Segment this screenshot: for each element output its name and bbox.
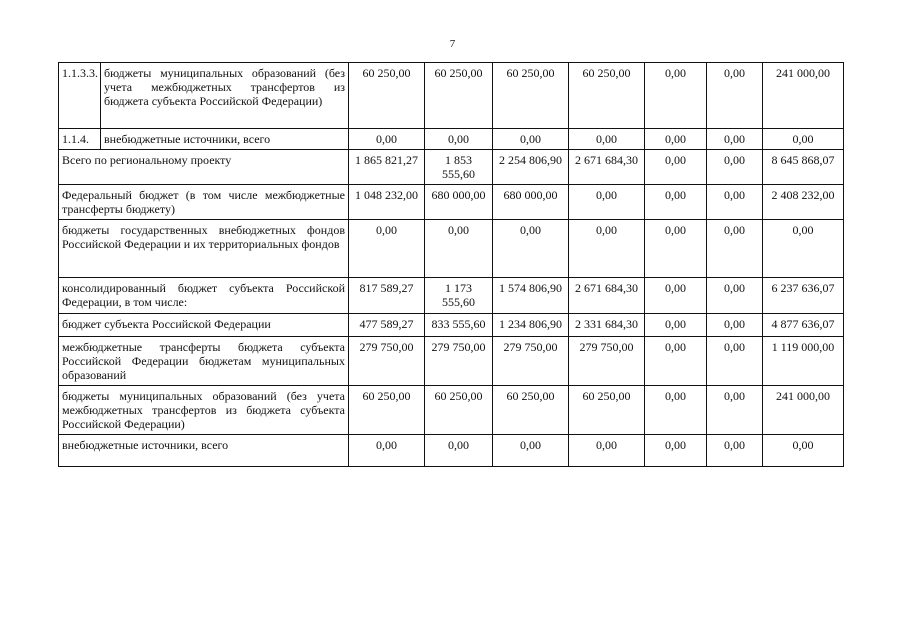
value-cell: 1 234 806,90 bbox=[493, 314, 569, 337]
value-cell: 2 331 684,30 bbox=[569, 314, 645, 337]
total-cell: 241 000,00 bbox=[763, 386, 844, 435]
value-cell: 0,00 bbox=[645, 129, 707, 150]
value-cell: 279 750,00 bbox=[425, 337, 493, 386]
value-cell: 1 048 232,00 bbox=[349, 185, 425, 220]
value-cell: 60 250,00 bbox=[493, 63, 569, 129]
value-cell: 0,00 bbox=[493, 129, 569, 150]
value-cell: 60 250,00 bbox=[425, 63, 493, 129]
value-cell: 0,00 bbox=[493, 435, 569, 467]
value-cell: 0,00 bbox=[569, 435, 645, 467]
value-cell: 0,00 bbox=[349, 220, 425, 278]
value-cell: 0,00 bbox=[707, 63, 763, 129]
value-cell: 0,00 bbox=[707, 386, 763, 435]
table-row bbox=[59, 386, 844, 435]
value-cell: 0,00 bbox=[707, 337, 763, 386]
row-name: консолидированный бюджет субъекта Российской Федерации, в том числе: bbox=[59, 278, 349, 314]
value-cell: 0,00 bbox=[645, 386, 707, 435]
value-cell: 0,00 bbox=[707, 129, 763, 150]
value-cell: 60 250,00 bbox=[349, 386, 425, 435]
value-cell: 477 589,27 bbox=[349, 314, 425, 337]
value-cell: 2 671 684,30 bbox=[569, 150, 645, 185]
value-cell: 680 000,00 bbox=[493, 185, 569, 220]
value-cell: 1 865 821,27 bbox=[349, 150, 425, 185]
value-cell: 0,00 bbox=[707, 150, 763, 185]
value-cell: 0,00 bbox=[493, 220, 569, 278]
row-name: бюджеты муниципальных образований (без учета межбюджетных трансфертов из бюджета субъекта Российской Федерации) bbox=[101, 63, 349, 129]
value-cell: 0,00 bbox=[645, 337, 707, 386]
row-name: внебюджетные источники, всего bbox=[101, 129, 349, 150]
total-cell: 0,00 bbox=[763, 129, 844, 150]
total-cell: 0,00 bbox=[763, 220, 844, 278]
value-cell: 0,00 bbox=[707, 185, 763, 220]
value-cell: 833 555,60 bbox=[425, 314, 493, 337]
total-cell: 4 877 636,07 bbox=[763, 314, 844, 337]
row-name: бюджеты муниципальных образований (без учета межбюджетных трансфертов из бюджета субъекта Российской Федерации) bbox=[59, 386, 349, 435]
row-name: Всего по региональному проекту bbox=[59, 150, 349, 185]
value-cell: 0,00 bbox=[645, 435, 707, 467]
budget-table bbox=[58, 62, 844, 467]
row-code: 1.1.3.3. bbox=[59, 63, 101, 129]
table-row bbox=[59, 314, 844, 337]
value-cell: 0,00 bbox=[707, 220, 763, 278]
value-cell: 0,00 bbox=[707, 314, 763, 337]
page-number: 7 bbox=[449, 38, 456, 50]
value-cell: 817 589,27 bbox=[349, 278, 425, 314]
table-row bbox=[59, 63, 844, 129]
value-cell: 2 671 684,30 bbox=[569, 278, 645, 314]
value-cell: 0,00 bbox=[349, 129, 425, 150]
table-row bbox=[59, 185, 844, 220]
total-cell: 1 119 000,00 bbox=[763, 337, 844, 386]
row-name: бюджеты государственных внебюджетных фондов Российской Федерации и их территориальных фондов bbox=[59, 220, 349, 278]
value-cell: 0,00 bbox=[645, 185, 707, 220]
value-cell: 0,00 bbox=[425, 220, 493, 278]
value-cell: 1 853 555,60 bbox=[425, 150, 493, 185]
value-cell: 0,00 bbox=[707, 278, 763, 314]
value-cell: 60 250,00 bbox=[425, 386, 493, 435]
value-cell: 279 750,00 bbox=[493, 337, 569, 386]
value-cell: 0,00 bbox=[645, 278, 707, 314]
table-row bbox=[59, 278, 844, 314]
row-name: внебюджетные источники, всего bbox=[59, 435, 349, 467]
value-cell: 0,00 bbox=[349, 435, 425, 467]
value-cell: 0,00 bbox=[569, 185, 645, 220]
table-row bbox=[59, 129, 844, 150]
table-row bbox=[59, 337, 844, 386]
value-cell: 0,00 bbox=[645, 314, 707, 337]
total-cell: 2 408 232,00 bbox=[763, 185, 844, 220]
value-cell: 1 574 806,90 bbox=[493, 278, 569, 314]
row-name: межбюджетные трансферты бюджета субъекта Российской Федерации бюджетам муниципальных образований bbox=[59, 337, 349, 386]
value-cell: 60 250,00 bbox=[569, 63, 645, 129]
table-row bbox=[59, 220, 844, 278]
value-cell: 0,00 bbox=[645, 63, 707, 129]
total-cell: 8 645 868,07 bbox=[763, 150, 844, 185]
value-cell: 680 000,00 bbox=[425, 185, 493, 220]
row-name: бюджет субъекта Российской Федерации bbox=[59, 314, 349, 337]
value-cell: 0,00 bbox=[707, 435, 763, 467]
total-cell: 241 000,00 bbox=[763, 63, 844, 129]
value-cell: 60 250,00 bbox=[569, 386, 645, 435]
value-cell: 60 250,00 bbox=[349, 63, 425, 129]
value-cell: 0,00 bbox=[645, 220, 707, 278]
value-cell: 60 250,00 bbox=[493, 386, 569, 435]
value-cell: 279 750,00 bbox=[569, 337, 645, 386]
table-row bbox=[59, 150, 844, 185]
value-cell: 1 173 555,60 bbox=[425, 278, 493, 314]
value-cell: 279 750,00 bbox=[349, 337, 425, 386]
value-cell: 0,00 bbox=[645, 150, 707, 185]
value-cell: 0,00 bbox=[569, 129, 645, 150]
row-code: 1.1.4. bbox=[59, 129, 101, 150]
value-cell: 0,00 bbox=[425, 435, 493, 467]
table-row bbox=[59, 435, 844, 467]
total-cell: 0,00 bbox=[763, 435, 844, 467]
value-cell: 0,00 bbox=[569, 220, 645, 278]
row-name: Федеральный бюджет (в том числе межбюджетные трансферты бюджету) bbox=[59, 185, 349, 220]
value-cell: 0,00 bbox=[425, 129, 493, 150]
total-cell: 6 237 636,07 bbox=[763, 278, 844, 314]
value-cell: 2 254 806,90 bbox=[493, 150, 569, 185]
